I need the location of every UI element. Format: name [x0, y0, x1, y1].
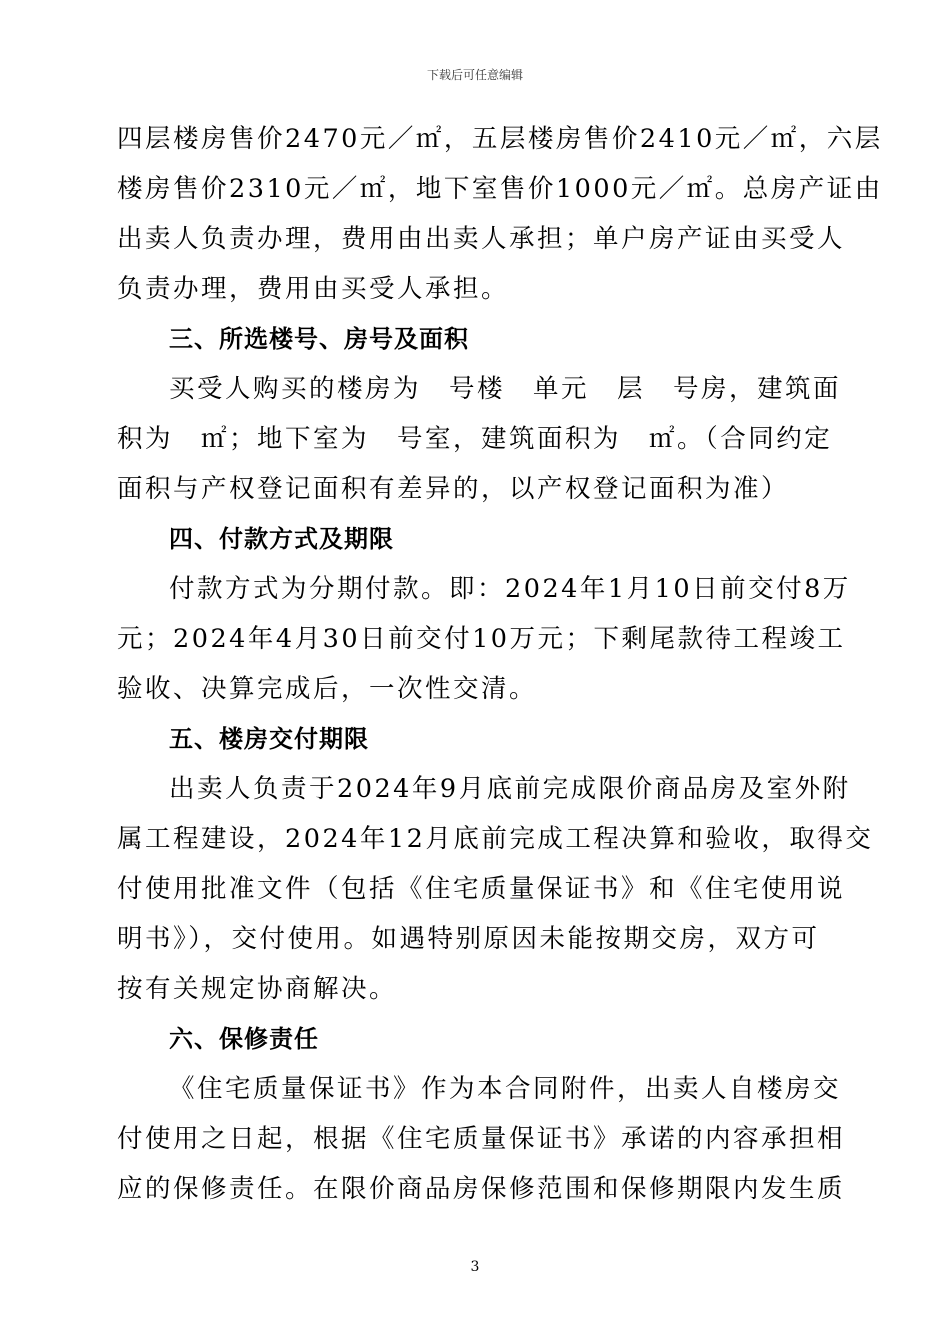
paragraph-line: 面积与产权登记面积有差异的，以产权登记面积为准）	[117, 474, 790, 504]
paragraph-line: 出卖人负责于2024年9月底前完成限价商品房及室外附	[169, 774, 851, 804]
document-body	[117, 114, 883, 1214]
header-note: 下载后可任意编辑	[426, 68, 523, 82]
section-heading: 三、所选楼号、房号及面积	[169, 325, 469, 353]
paragraph-line: 付使用之日起，根据《住宅质量保证书》承诺的内容承担相	[117, 1124, 846, 1154]
paragraph-line: 楼房售价2310元／㎡，地下室售价1000元／㎡。总房产证由	[117, 174, 883, 204]
paragraph-line: 《住宅质量保证书》作为本合同附件，出卖人自楼房交	[169, 1074, 842, 1104]
paragraph-line: 出卖人负责办理，费用由出卖人承担；单户房产证由买受人	[117, 224, 846, 254]
paragraph-line: 元；2024年4月30日前交付10万元；下剩尾款待工程竣工	[117, 624, 846, 654]
paragraph-line: 四层楼房售价2470元／㎡，五层楼房售价2410元／㎡，六层	[117, 124, 883, 154]
paragraph-line: 按有关规定协商解决。	[117, 974, 398, 1004]
paragraph-line: 积为 ㎡；地下室为 号室，建筑面积为 ㎡。（合同约定	[117, 424, 833, 454]
section-heading: 六、保修责任	[169, 1025, 319, 1053]
paragraph-line: 付使用批准文件（包括《住宅质量保证书》和《住宅使用说	[117, 874, 846, 904]
paragraph-line: 付款方式为分期付款。即：2024年1月10日前交付8万	[169, 574, 851, 604]
paragraph-line: 验收、决算完成后，一次性交清。	[117, 674, 538, 704]
page-number: 3	[470, 1259, 480, 1275]
paragraph-line: 明书》），交付使用。如遇特别原因未能按期交房，双方可	[117, 924, 820, 954]
paragraph-line: 买受人购买的楼房为 号楼 单元 层 号房，建筑面	[169, 374, 842, 404]
paragraph-line: 属工程建设，2024年12月底前完成工程决算和验收，取得交	[117, 824, 874, 854]
paragraph-line: 负责办理，费用由买受人承担。	[117, 274, 510, 304]
paragraph-line: 应的保修责任。在限价商品房保修范围和保修期限内发生质	[117, 1174, 846, 1204]
section-heading: 五、楼房交付期限	[169, 725, 369, 753]
section-heading: 四、付款方式及期限	[169, 525, 394, 553]
